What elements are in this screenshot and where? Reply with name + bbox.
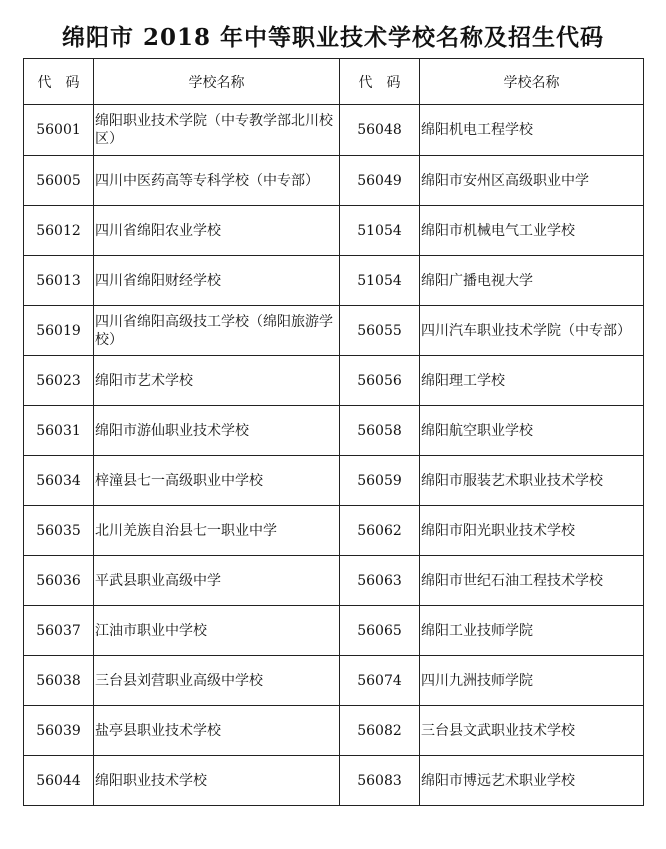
table-row — [24, 656, 644, 706]
school-code-cell: 56063 — [340, 556, 420, 606]
school-code-cell: 56034 — [24, 456, 94, 506]
school-code-table — [23, 58, 644, 806]
school-name-cell: 梓潼县七一高级职业中学校 — [94, 456, 340, 506]
table-row — [24, 456, 644, 506]
table-row — [24, 256, 644, 306]
school-name-cell: 绵阳理工学校 — [420, 356, 644, 406]
school-name-cell: 四川省绵阳高级技工学校（绵阳旅游学校） — [94, 306, 340, 356]
school-name-cell: 四川省绵阳财经学校 — [94, 256, 340, 306]
school-name-cell: 三台县文武职业技术学校 — [420, 706, 644, 756]
header-name-right: 学校名称 — [420, 59, 644, 105]
school-name-cell: 绵阳市机械电气工业学校 — [420, 206, 644, 256]
school-name-cell: 绵阳市世纪石油工程技术学校 — [420, 556, 644, 606]
school-code-cell: 56044 — [24, 756, 94, 806]
school-name-cell: 三台县刘营职业高级中学校 — [94, 656, 340, 706]
school-code-cell: 56005 — [24, 156, 94, 206]
header-name-left: 学校名称 — [94, 59, 340, 105]
table-row — [24, 156, 644, 206]
school-name-cell: 绵阳职业技术学校 — [94, 756, 340, 806]
school-name-cell: 绵阳市阳光职业技术学校 — [420, 506, 644, 556]
table-header-row — [24, 59, 644, 105]
school-code-cell: 56001 — [24, 105, 94, 156]
school-code-cell: 56013 — [24, 256, 94, 306]
school-code-cell: 51054 — [340, 256, 420, 306]
school-code-cell: 56082 — [340, 706, 420, 756]
school-code-cell: 56048 — [340, 105, 420, 156]
school-code-cell: 56055 — [340, 306, 420, 356]
school-name-cell: 四川九洲技师学院 — [420, 656, 644, 706]
school-name-cell: 四川汽车职业技术学院（中专部） — [420, 306, 644, 356]
school-code-cell: 56056 — [340, 356, 420, 406]
table-row — [24, 706, 644, 756]
school-code-cell: 56039 — [24, 706, 94, 756]
school-name-cell: 绵阳工业技师学院 — [420, 606, 644, 656]
school-name-cell: 江油市职业中学校 — [94, 606, 340, 656]
school-code-cell: 56038 — [24, 656, 94, 706]
school-code-cell: 56031 — [24, 406, 94, 456]
school-code-cell: 56058 — [340, 406, 420, 456]
table-row — [24, 506, 644, 556]
school-name-cell: 四川中医药高等专科学校（中专部） — [94, 156, 340, 206]
school-name-cell: 绵阳航空职业学校 — [420, 406, 644, 456]
page-title: 绵阳市 2018 年中等职业技术学校名称及招生代码 — [61, 24, 605, 51]
school-code-cell: 56083 — [340, 756, 420, 806]
table-row — [24, 356, 644, 406]
school-name-cell: 平武县职业高级中学 — [94, 556, 340, 606]
school-name-cell: 绵阳市服装艺术职业技术学校 — [420, 456, 644, 506]
header-code-left: 代 码 — [24, 59, 94, 105]
table-row — [24, 206, 644, 256]
school-code-cell: 56036 — [24, 556, 94, 606]
school-code-cell: 56023 — [24, 356, 94, 406]
school-name-cell: 四川省绵阳农业学校 — [94, 206, 340, 256]
school-name-cell: 绵阳机电工程学校 — [420, 105, 644, 156]
school-code-cell: 56037 — [24, 606, 94, 656]
school-name-cell: 绵阳市安州区高级职业中学 — [420, 156, 644, 206]
school-code-cell: 51054 — [340, 206, 420, 256]
school-code-cell: 56019 — [24, 306, 94, 356]
school-code-cell: 56074 — [340, 656, 420, 706]
school-code-cell: 56049 — [340, 156, 420, 206]
table-row — [24, 105, 644, 156]
table-row — [24, 556, 644, 606]
school-code-cell: 56012 — [24, 206, 94, 256]
table-row — [24, 756, 644, 806]
school-name-cell: 北川羌族自治县七一职业中学 — [94, 506, 340, 556]
school-code-cell: 56062 — [340, 506, 420, 556]
school-code-cell: 56065 — [340, 606, 420, 656]
school-name-cell: 盐亭县职业技术学校 — [94, 706, 340, 756]
school-name-cell: 绵阳市博远艺术职业学校 — [420, 756, 644, 806]
school-name-cell: 绵阳市艺术学校 — [94, 356, 340, 406]
table-body — [24, 105, 644, 806]
school-name-cell: 绵阳市游仙职业技术学校 — [94, 406, 340, 456]
header-code-right: 代 码 — [340, 59, 420, 105]
school-code-cell: 56059 — [340, 456, 420, 506]
table-row — [24, 406, 644, 456]
school-name-cell: 绵阳职业技术学院（中专教学部北川校区） — [94, 105, 340, 156]
school-name-cell: 绵阳广播电视大学 — [420, 256, 644, 306]
table-row — [24, 306, 644, 356]
table-row — [24, 606, 644, 656]
school-code-cell: 56035 — [24, 506, 94, 556]
